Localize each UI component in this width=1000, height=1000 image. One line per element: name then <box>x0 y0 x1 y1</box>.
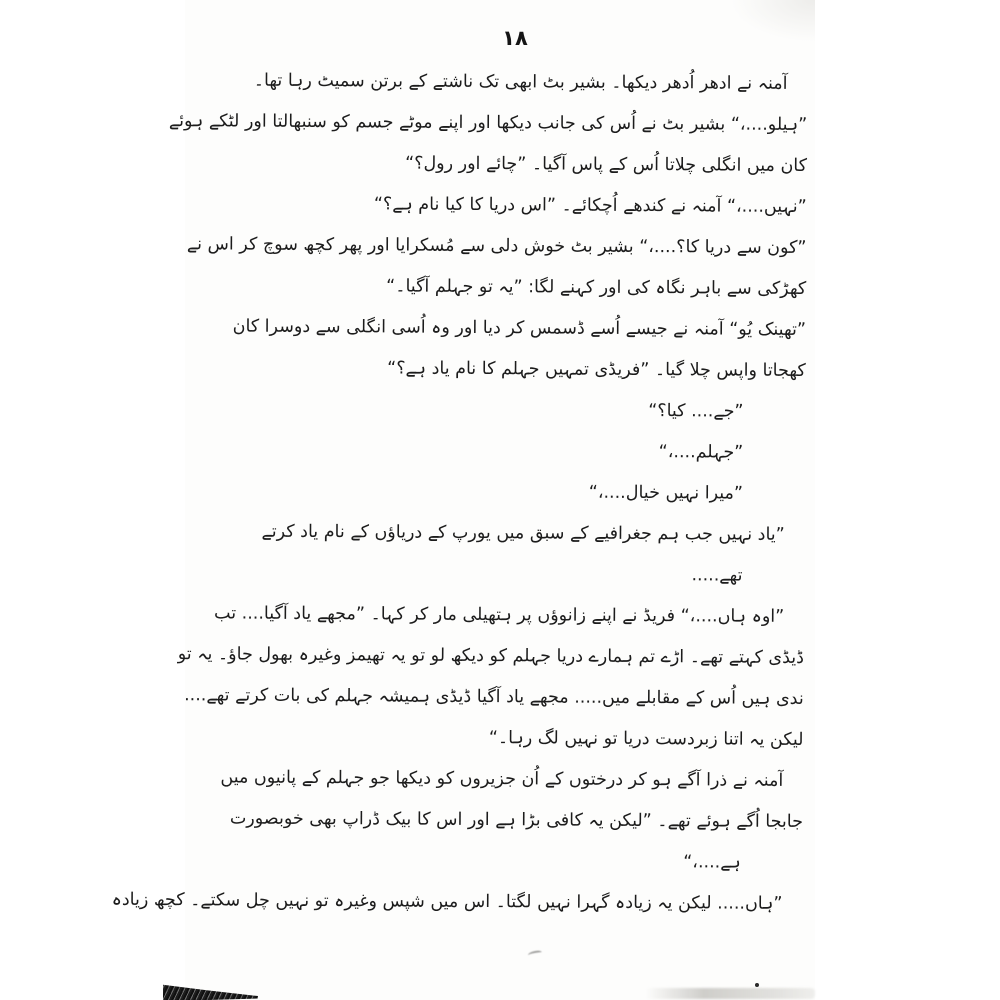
text-line: ڈیڈی کہتے تھے۔ اڑے تم ہمارے دریا جہلم کو دیکھ لو تو یہ تھیمز وغیرہ بھول جاؤ۔ یہ تو <box>177 644 805 668</box>
text-line: ”یاد نہیں جب ہم جغرافیے کے سبق میں یورپ کے دریاؤں کے نام یاد کرتے <box>261 521 785 545</box>
text-line: ”جے.... کیا؟“ <box>648 401 744 422</box>
text-line: جابجا اُگے ہوئے تھے۔ ”لیکن یہ کافی بڑا ہے اور اس کا بیک ڈراپ بھی خوبصورت <box>229 808 804 832</box>
text-line: ندی ہیں اُس کے مقابلے میں..... مجھے یاد آگیا ڈیڈی ہمیشہ جہلم کی بات کرتے تھے.... <box>184 685 804 709</box>
text-line: ہے....،“ <box>683 852 741 873</box>
text-line: ”نہیں....،“ آمنہ نے کندھے اُچکائے۔ ”اس دریا کا کیا نام ہے؟“ <box>373 194 807 218</box>
text-line: ”جہلم....،“ <box>658 442 744 463</box>
page-scan-area <box>111 0 815 1000</box>
text-line: کان میں انگلی چلاتا اُس کے پاس آگیا۔ ”چائے اور رول؟“ <box>405 153 808 177</box>
text-line: ”میرا نہیں خیال....،“ <box>588 482 744 504</box>
body-text <box>111 60 808 925</box>
text-line: کھڑکی سے باہر نگاہ کی اور کہنے لگا: ”یہ تو جہلم آگیا۔“ <box>386 276 807 300</box>
page-number: ۱۸ <box>502 26 528 50</box>
scan-shadow-streak <box>645 988 815 999</box>
text-line: ”تھینک یُو“ آمنہ نے جیسے اُسے ڈسمس کر دیا اور وہ اُسی انگلی سے دوسرا کان <box>232 316 807 341</box>
text-line: ”ہیلو....،“ بشیر بٹ نے اُس کی جانب دیکھا اور اپنے موٹے جسم کو سنبھالتا اور لٹکے ہوئے <box>168 111 808 136</box>
text-line: آمنہ نے ادھر اُدھر دیکھا۔ بشیر بٹ ابھی تک ناشتے کے برتن سمیٹ رہا تھا۔ <box>253 70 788 94</box>
text-line: کھجاتا واپس چلا گیا۔ ”فریڈی تمہیں جہلم کا نام یاد ہے؟“ <box>387 358 806 382</box>
text-line: تھے..... <box>691 565 743 586</box>
scan-ink-speck <box>755 983 759 987</box>
text-line: ”کون سے دریا کا؟....،“ بشیر بٹ خوش دلی سے مُسکرایا اور پھر کچھ سوچ کر اس نے <box>186 234 807 259</box>
text-line: آمنہ نے ذرا آگے ہو کر درختوں کے اُن جزیروں کو دیکھا جو جہلم کے پانیوں میں <box>220 767 784 791</box>
text-line: ”اوہ ہاں....،“ فریڈ نے اپنے زانوؤں پر ہتھیلی مار کر کہا۔ ”مجھے یاد آگیا.... تب <box>214 603 785 627</box>
text-line: ”ہاں..... لیکن یہ زیادہ گہرا نہیں لگتا۔ اس میں شپس وغیرہ تو نہیں چل سکتے۔ کچھ زیادہ <box>111 889 783 914</box>
text-line: لیکن یہ اتنا زبردست دریا تو نہیں لگ رہا۔“ <box>488 728 804 750</box>
